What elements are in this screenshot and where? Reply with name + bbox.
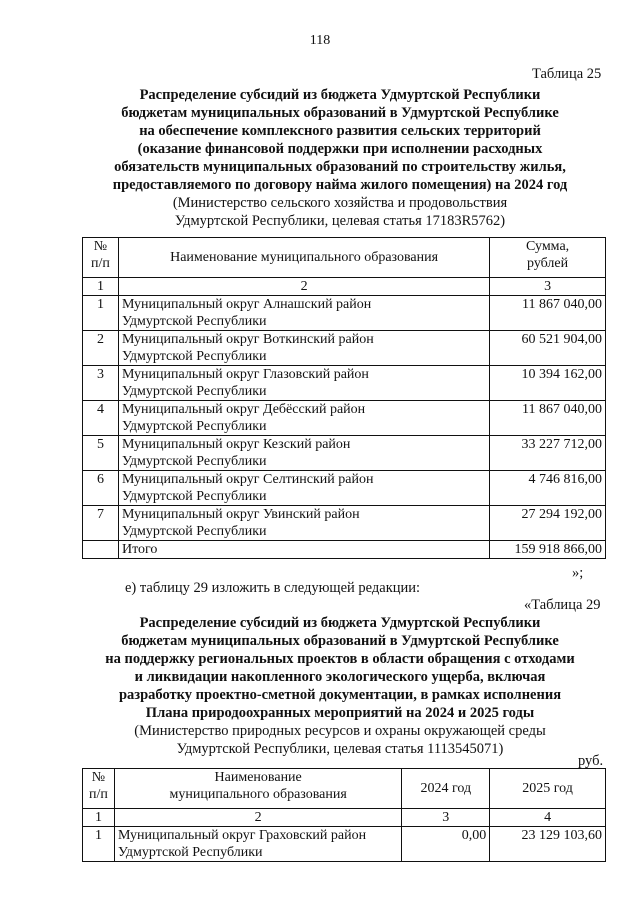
header-name-line: Наименование [214,770,302,785]
table-header-row [83,769,606,809]
table-row [83,331,606,366]
header-sum-line: рублей [527,256,569,271]
header-sum-line: Сумма, [526,239,570,254]
header-sum-cell [490,238,606,278]
row-name-cell [114,827,401,862]
table-row [83,366,606,401]
table-29-heading [78,614,602,758]
row-sum-cell: 11 867 040,00 [490,296,606,331]
closing-quote: »; [572,565,584,581]
header-number-line: п/п [91,256,110,271]
row-number-cell: 5 [83,436,119,471]
header-2025-cell: 2025 год [490,769,606,809]
column-number-cell: 4 [490,809,606,827]
row-name-cell [118,506,489,541]
table-25-title-line: бюджетам муниципальных образований в Удмуртской Республике [121,105,559,121]
amendment-instruction: е) таблицу 29 изложить в следующей редакции: [125,580,421,596]
row-sum-cell: 4 746 816,00 [490,471,606,506]
row-2024-cell: 0,00 [402,827,490,862]
row-sum-cell: 33 227 712,00 [490,436,606,471]
row-name-line: Муниципальный округ Граховский район [117,828,367,843]
header-number-cell [83,769,115,809]
column-number-cell: 2 [118,278,489,296]
table-row [83,296,606,331]
header-name-cell [118,238,489,278]
table-29-title-line: разработку проектно-сметной документации, в рамках исполнения [118,687,562,703]
column-number-cell: 1 [83,809,115,827]
row-number-cell: 6 [83,471,119,506]
table-29-title-line: и ликвидации накопленного экологического ущерба, включая [134,669,546,685]
header-name-text: Наименование муниципального образования [170,250,439,265]
currency-unit: руб. [578,753,604,769]
row-name-cell [118,471,489,506]
table-25-title-line: на обеспечение комплексного развития сельских территорий [139,123,541,139]
table-25-subtitle-line: Удмуртской Республики, целевая статья 17183R5762) [174,213,506,229]
row-name-line: Удмуртской Республики [117,845,263,860]
column-number-cell: 3 [402,809,490,827]
row-name-line: Муниципальный округ Кезский район [121,437,351,452]
header-number-line: № [91,770,106,785]
row-name-line: Муниципальный округ Дебёсский район [121,402,366,417]
row-name-cell [118,296,489,331]
table-25-title-line: обязательств муниципальных образований по строительству жилья, [114,159,566,175]
row-name-line: Муниципальный округ Селтинский район [121,472,374,487]
row-name-line: Удмуртской Республики [121,314,267,329]
row-number-cell: 2 [83,331,119,366]
row-name-line: Удмуртской Республики [121,524,267,539]
row-number-cell: 3 [83,366,119,401]
table-row [83,471,606,506]
header-number-line: п/п [89,787,108,802]
column-number-cell: 2 [114,809,401,827]
row-name-cell [118,366,489,401]
table-29-subtitle-line: Удмуртской Республики, целевая статья 1113545071) [176,741,504,757]
row-name-cell [118,436,489,471]
table-29-subtitle-line: (Министерство природных ресурсов и охраны окружающей среды [134,723,546,739]
table-25-title-line: Распределение субсидий из бюджета Удмуртской Республики [139,87,541,103]
row-number-cell: 1 [83,827,115,862]
table-25-heading [78,86,602,230]
total-row [83,541,606,559]
row-name-line: Удмуртской Республики [121,349,267,364]
row-2025-cell: 23 129 103,60 [490,827,606,862]
header-name-cell [114,769,401,809]
row-sum-cell: 27 294 192,00 [490,506,606,541]
table-29-title-line: бюджетам муниципальных образований в Удмуртской Республике [121,633,559,649]
table-25 [82,237,606,559]
header-2024-cell: 2024 год [402,769,490,809]
column-number-row [83,809,606,827]
total-label-cell: Итого [118,541,489,559]
row-name-line: Удмуртской Республики [121,454,267,469]
table-25-title-line: предоставляемого по договору найма жилого помещения) на 2024 год [112,177,568,193]
row-name-line: Муниципальный округ Воткинский район [121,332,374,347]
header-name-line: муниципального образования [169,787,347,802]
row-number-cell: 4 [83,401,119,436]
table-29 [82,768,606,862]
row-name-line: Удмуртской Республики [121,384,267,399]
total-sum-cell: 159 918 866,00 [490,541,606,559]
table-29-title-line: Плана природоохранных мероприятий на 2024 и 2025 годы [145,705,535,721]
table-header-row [83,238,606,278]
column-number-cell: 1 [83,278,119,296]
table-25-title-line: (оказание финансовой поддержки при исполнении расходных [137,141,543,157]
total-number-cell [83,541,119,559]
row-sum-cell: 60 521 904,00 [490,331,606,366]
row-name-line: Муниципальный округ Глазовский район [121,367,369,382]
row-number-cell: 1 [83,296,119,331]
row-name-line: Муниципальный округ Алнашский район [121,297,372,312]
row-sum-cell: 11 867 040,00 [490,401,606,436]
table-row [83,506,606,541]
header-number-cell [83,238,119,278]
header-number-line: № [93,239,108,254]
row-number-cell: 7 [83,506,119,541]
column-number-row [83,278,606,296]
table-row [83,401,606,436]
row-name-line: Муниципальный округ Увинский район [121,507,360,522]
row-sum-cell: 10 394 162,00 [490,366,606,401]
row-name-cell [118,401,489,436]
table-29-label: «Таблица 29 [524,597,601,613]
page-number: 118 [309,33,331,48]
table-row [83,436,606,471]
table-29-title-line: Распределение субсидий из бюджета Удмуртской Республики [139,615,541,631]
row-name-line: Удмуртской Республики [121,419,267,434]
table-29-title-line: на поддержку региональных проектов в области обращения с отходами [105,651,575,667]
table-25-subtitle-line: (Министерство сельского хозяйства и продовольствия [172,195,508,211]
table-25-label: Таблица 25 [532,66,602,82]
row-name-cell [118,331,489,366]
table-row [83,827,606,862]
column-number-cell: 3 [490,278,606,296]
row-name-line: Удмуртской Республики [121,489,267,504]
